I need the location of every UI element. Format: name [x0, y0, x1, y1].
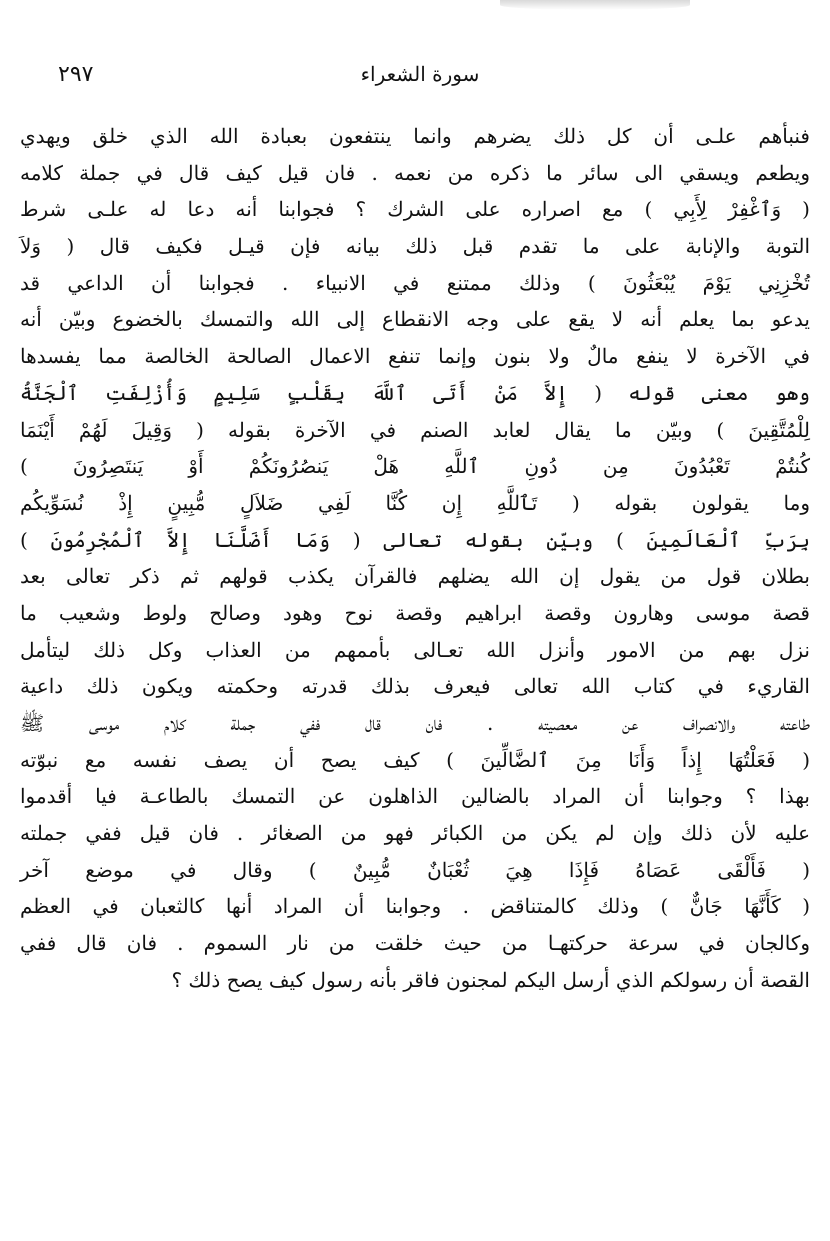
text-line: ( فَأَلْقَى عَصَاهُ فَإِذَا هِيَ ثُعْبَانٌ مُّبِينٌ ) وقال في موضع آخر	[20, 857, 810, 882]
text-line: فنبأهم علـى أن كل ذلك يضرهم وانما ينتفعون بعبادة الله الذي خلق ويهدي	[20, 124, 810, 148]
text-line: ( وَٱغْفِرْ لِأَبِي ) مع اصراره على الشرك ؟ فجوابنا أنه دعا له علـى شرط	[20, 197, 810, 222]
body-text	[20, 118, 810, 999]
text-line: وما يقولون بقوله ( تَٱللَّهِ إِن كُنَّا لَفِي ضَلاَلٍ مُّبِينٍ إِذْ نُسَوِّيكُم	[20, 490, 810, 515]
page-header	[58, 62, 782, 96]
page-top-shadow	[500, 0, 690, 10]
text-line: وكالجان في سرعة حركتهـا من حيث خلقت من نار السموم . فان قال ففي	[20, 931, 810, 956]
text-line: بِرَبِّ ٱلْعَالَمِينَ ) وبيّن بقوله تعالى ( وَمَا أَضَلَّنَا إِلاَّ ٱلْمُجْرِمُونَ )	[20, 527, 810, 552]
text-line: ويطعم ويسقي الى سائر ما ذكره من نعمه . فان قيل كيف قال في جملة كلامه	[20, 160, 810, 185]
text-line: لِلْمُتَّقِينَ ) وبيّن ما يقال لعابد الصنم في الآخرة بقوله ( وَقِيلَ لَهُمْ أَيْنَمَا	[20, 417, 810, 442]
text-line: عليه لأن ذلك وإن لم يكن من الكبائر فهو من الصغائر . فان قيل ففي جملته	[20, 821, 810, 846]
text-line: يدعو بما يعلم أنه لا يقع على وجه الانقطاع إلى الله والتمسك بالخضوع وبيّن أنه	[20, 307, 810, 332]
text-line: كُنتُمْ تَعْبُدُونَ مِن دُونِ ٱللَّهِ هَلْ يَنصُرُونَكُمْ أَوْ يَنتَصِرُونَ )	[20, 454, 810, 479]
text-line: ( فَعَلْتُهَا إِذاً وَأَنَا مِنَ ٱلضَّالِّينَ ) كيف يصح أن يصف نفسه مع نبوّته	[20, 747, 810, 772]
text-line: ( كَأَنَّهَا جَانٌّ ) وذلك كالمتناقض . وجوابنا أن المراد أنها كالثعبان في العظم	[20, 894, 810, 919]
text-line: التوبة والإنابة على ما تقدم قبل ذلك بيانه فإن قيـل فكيف قال ( وَلاَ	[20, 234, 810, 259]
text-line: في الآخرة لا ينفع مالٌ ولا بنون وإنما تنفع الاعمال الصالحة الخالصة مما يفسدها	[20, 344, 810, 369]
text-line: طاعته والانصراف عن معصيته . فان قال ففي جملة كلام موسى ﷺ	[20, 711, 810, 735]
text-line: وهو معنى قوله ( إِلاَّ مَنْ أَتَى ٱللَّهَ بِقَلْبٍ سَلِيمٍ وَأُزْلِفَتِ ٱلْجَنَّةُ	[20, 380, 810, 405]
text-line: القصة أن رسولكم الذي أرسل اليكم لمجنون فاقر بأنه رسول كيف يصح ذلك ؟	[171, 967, 810, 992]
surah-title: سورة الشعراء	[360, 62, 480, 86]
text-line: نزل بهم من الامور وأنزل الله تعـالى بأممهم من العذاب وكل ذلك ليتأمل	[20, 637, 810, 662]
text-line: بطلان قول من يقول إن الله يضلهم فالقرآن يكذب قولهم ثم ذكر تعالى بعد	[20, 564, 810, 589]
text-line: تُخْزِنِي يَوْمَ يُبْعَثُونَ ) وذلك ممتنع في الانبياء . فجوابنا أن الداعي قد	[20, 270, 810, 295]
text-line: قصة موسى وهارون وقصة ابراهيم وقصة نوح وهود وصالح ولوط وشعيب ما	[20, 600, 810, 625]
text-line: بهذا ؟ وجوابنا أن المراد بالضالين الذاهلون عن التمسك بالطاعـة فيا أقدموا	[20, 784, 810, 809]
page-number: ٢٩٧	[58, 62, 94, 87]
text-line: القاريء في كتاب الله تعالى فيعرف بذلك قدرته وحكمته ويكون ذلك داعية	[20, 674, 810, 699]
